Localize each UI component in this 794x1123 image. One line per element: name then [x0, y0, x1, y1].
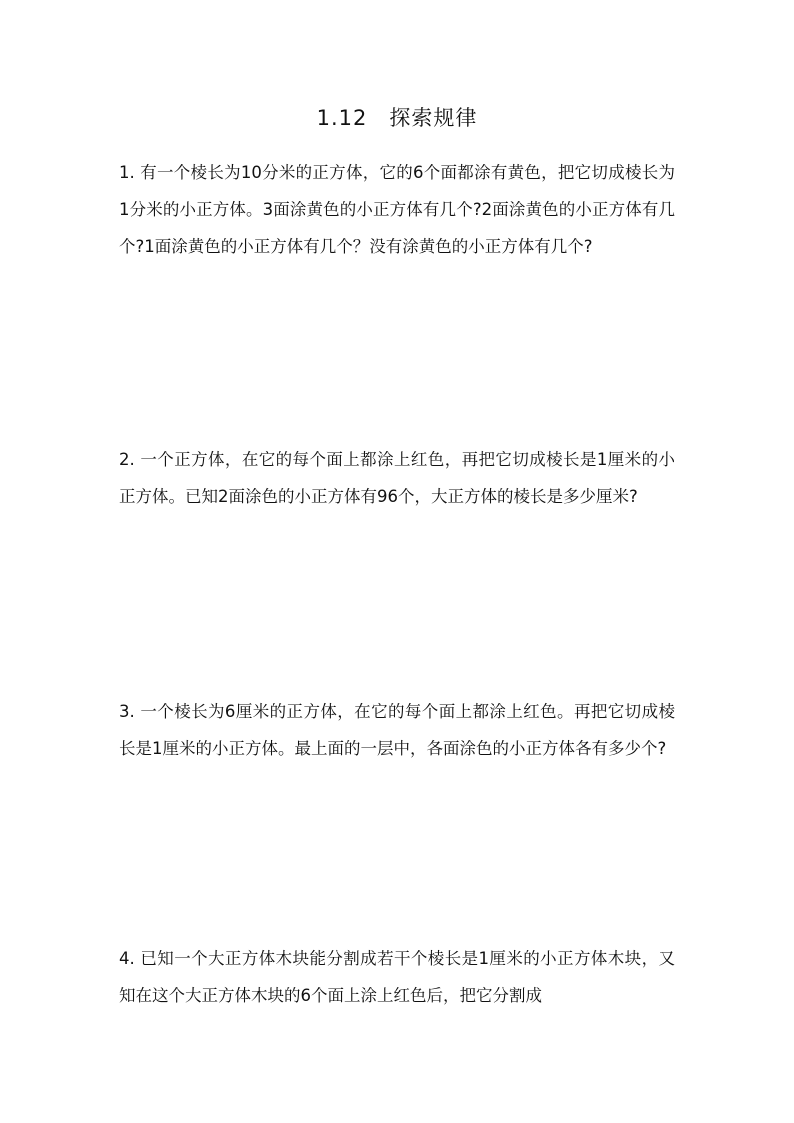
question-3: 3. 一个棱长为6厘米的正方体，在它的每个面上都涂上红色。再把它切成棱长是1厘米的小正方体。最上面的一层中，各面涂色的小正方体各有多少个? — [119, 702, 675, 758]
page-title: 1.12 探索规律 — [316, 106, 478, 130]
question-1: 1. 有一个棱长为10分米的正方体，它的6个面都涂有黄色，把它切成棱长为1分米的小正方体。3面涂黄色的小正方体有几个?2面涂黄色的小正方体有几个?1面涂黄色的小正方体有几个？没有涂黄色的小正方体有几个? — [119, 163, 675, 256]
question-2: 2. 一个正方体，在它的每个面上都涂上红色，再把它切成棱长是1厘米的小正方体。已知2面涂色的小正方体有96个，大正方体的棱长是多少厘米? — [119, 450, 675, 506]
question-4: 4. 已知一个大正方体木块能分割成若干个棱长是1厘米的小正方体木块，又知在这个大正方体木块的6个面上涂上红色后，把它分割成 — [119, 949, 675, 1005]
